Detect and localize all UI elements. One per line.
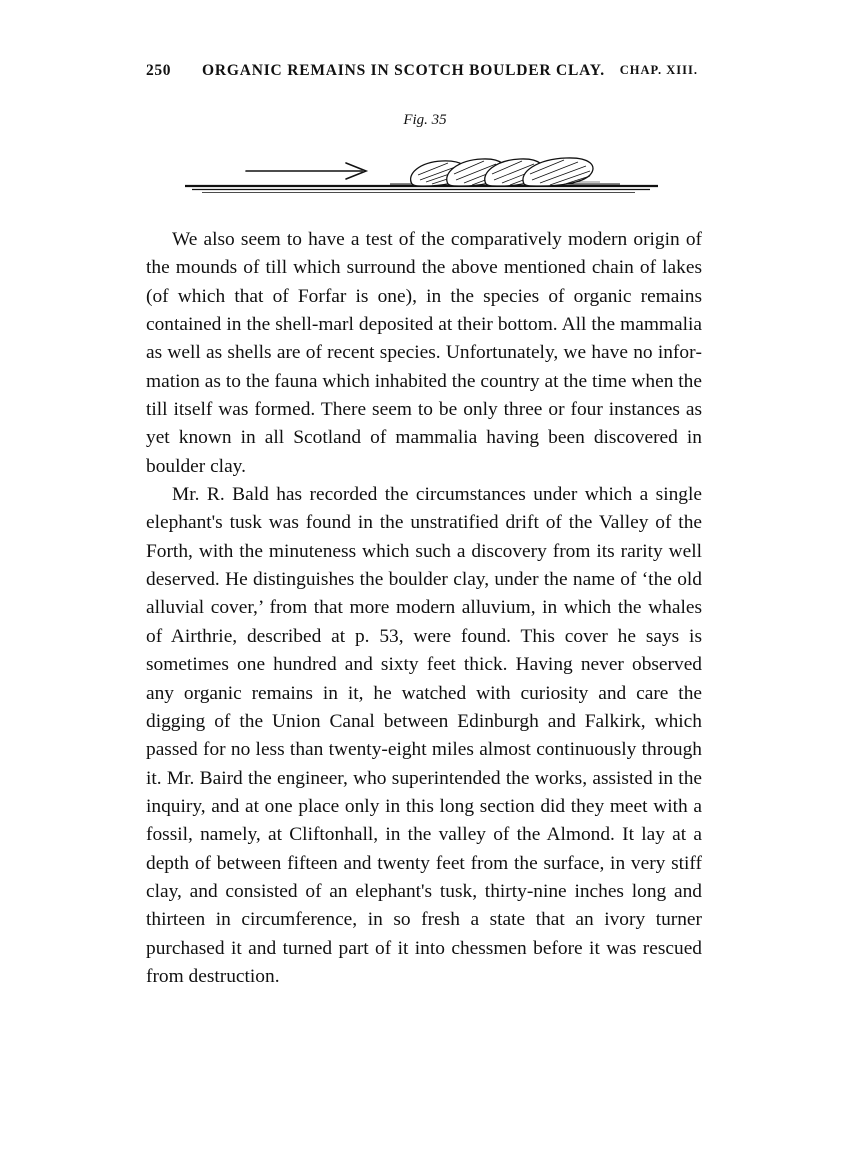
body-text: [146, 226, 702, 991]
running-head: [146, 62, 706, 86]
chapter-label: CHAP. XIII.: [619, 63, 698, 77]
figure-caption: Fig. 35: [403, 112, 447, 128]
paragraph: We also seem to have a test of the comparatively modern origin of the mounds of till which surround the above mentioned chain of lakes (of which that of Forfar is one), in the species of organic remains contained in the shell-marl deposited at their bottom. All the mammalia as well as shells are of recent species. Unfortunately, we have no information as to the fauna which inhabited the country at the time when the till itself was formed. There seem to be only three or four instances as yet known in all Scotland of mammalia having been discovered in boulder clay.: [146, 229, 702, 477]
boulders: [411, 158, 593, 186]
page-number: 250: [146, 62, 172, 79]
paragraph: Mr. R. Bald has recorded the circumstances under which a single elephant's tusk was found in the unstratified drift of the Valley of the Forth, with the minuteness which such a discovery from its rarity well deserved. He distinguishes the boulder clay, under the name of ‘the old alluvial cover,’ from that more modern alluvium, in which the whales of Airthrie, described at p. 53, were found. This cover he says is sometimes one hundred and sixty feet thick. Having never observed any organic remains in it, he watched with curiosity and care the digging of the Union Canal between Edinburgh and Falkirk, which passed for no less than twenty-eight miles almost continuously through it. Mr. Baird the engineer, who superintended the works, assisted in the inquiry, and at one place only in this long section did they meet with a fossil, namely, at Cliftonhall, in the valley of the Almond. It lay at a depth of between fifteen and twenty feet from the surface, in very stiff clay, and consisted of an elephant's tusk, thirty-nine inches long and thirteen in circumference, in so fresh a state that an ivory turner purchased it and turned part of it into chessmen before it was rescued from destruction.: [146, 484, 702, 987]
running-title: ORGANIC REMAINS IN SCOTCH BOULDER CLAY.: [202, 62, 605, 79]
direction-arrow-icon: [246, 163, 366, 179]
boulder-stones-figure-icon: [180, 140, 670, 210]
